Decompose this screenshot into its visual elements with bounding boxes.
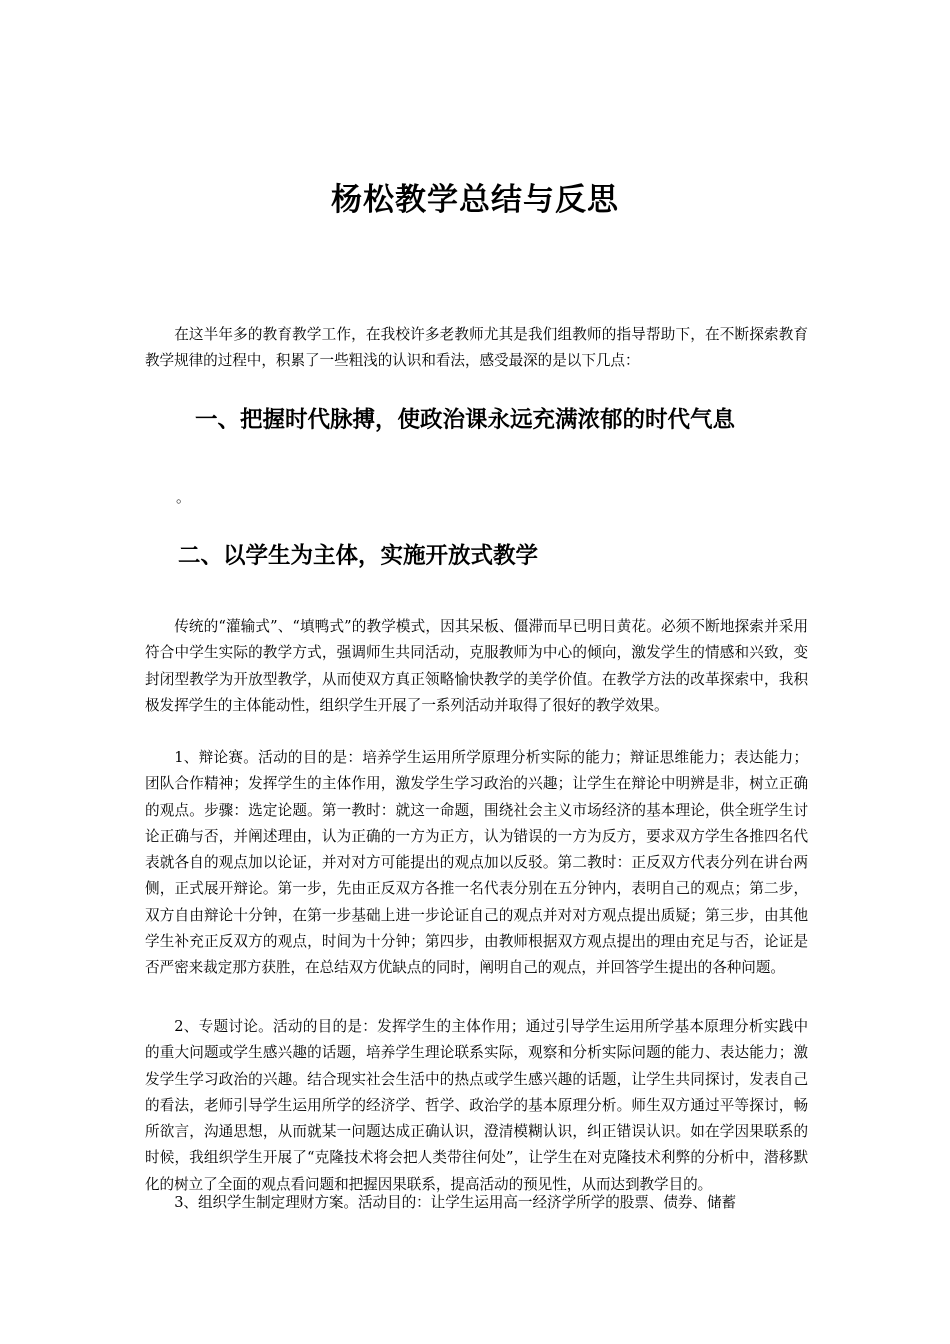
document-title: 杨松教学总结与反思 (331, 182, 619, 218)
section-heading-1: 一、把握时代脉搏，使政治课永远充满浓郁的时代气息 (195, 407, 736, 433)
section-1-body: 。 (176, 489, 191, 506)
section-heading-2: 二、以学生为主体，实施开放式教学 (178, 543, 539, 569)
body-paragraph-2: 1、辩论赛。活动的目的是：培养学生运用所学原理分析实际的能力；辩证思维能力；表达能力；团队合作精神；发挥学生的主体作用，激发学生学习政治的兴趣；让学生在辩论中明辨是非，树立正确的观点。步骤：选定论题。第一教时：就这一命题，围绕社会主义市场经济的基本理论，供全班学生讨论正确与否，并阐述理由，认为正确的一方为正方，认为错误的一方为反方，要求双方学生各推四名代表就各自的观点加以论证，并对对方可能提出的观点加以反驳。第二教时：正反双方代表分列在讲台两侧，正式展开辩论。第一步，先由正反双方各推一名代表分别在五分钟内，表明自己的观点；第二步，双方自由辩论十分钟，在第一步基础上进一步论证自己的观点并对对方观点提出质疑；第三步，由其他学生补充正反双方的观点，时间为十分钟；第四步，由教师根据双方观点提出的理由充足与否，论证是否严密来裁定那方获胜，在总结双方优缺点的同时，阐明自己的观点，并回答学生提出的各种问题。 (145, 749, 808, 977)
body-paragraph-3: 2、专题讨论。活动的目的是：发挥学生的主体作用；通过引导学生运用所学基本原理分析实践中的重大问题或学生感兴趣的话题，培养学生理论联系实际，观察和分析实际问题的能力、表达能力；激发学生学习政治的兴趣。结合现实社会生活中的热点或学生感兴趣的话题，让学生共同探讨，发表自己的看法，老师引导学生运用所学的经济学、哲学、政治学的基本原理分析。师生双方通过平等探讨，畅所欲言，沟通思想，从而就某一问题达成正确认识，澄清模糊认识，纠正错误认识。如在学因果联系的时候，我组织学生开展了“克隆技术将会把人类带往何处”，让学生在对克隆技术利弊的分析中，潜移默化的树立了全面的观点看问题和把握因果联系，提高活动的预见性，从而达到教学目的。 (145, 1018, 808, 1193)
body-paragraph-1: 传统的“灌输式”、“填鸭式”的教学模式，因其呆板、僵滞而早已明日黄花。必须不断地探索并采用符合中学生实际的教学方式，强调师生共同活动，克服教师为中心的倾向，激发学生的情感和兴致，变封闭型教学为开放型教学，从而使双方真正领略愉快教学的美学价值。在教学方法的改革探索中，我积极发挥学生的主体能动性，组织学生开展了一系列活动并取得了很好的教学效果。 (145, 618, 808, 714)
intro-paragraph: 在这半年多的教育教学工作，在我校许多老教师尤其是我们组教师的指导帮助下，在不断探索教育教学规律的过程中，积累了一些粗浅的认识和看法，感受最深的是以下几点： (145, 326, 808, 370)
body-paragraph-4: 3、组织学生制定理财方案。活动目的：让学生运用高一经济学所学的股票、债券、储蓄 (174, 1194, 737, 1211)
